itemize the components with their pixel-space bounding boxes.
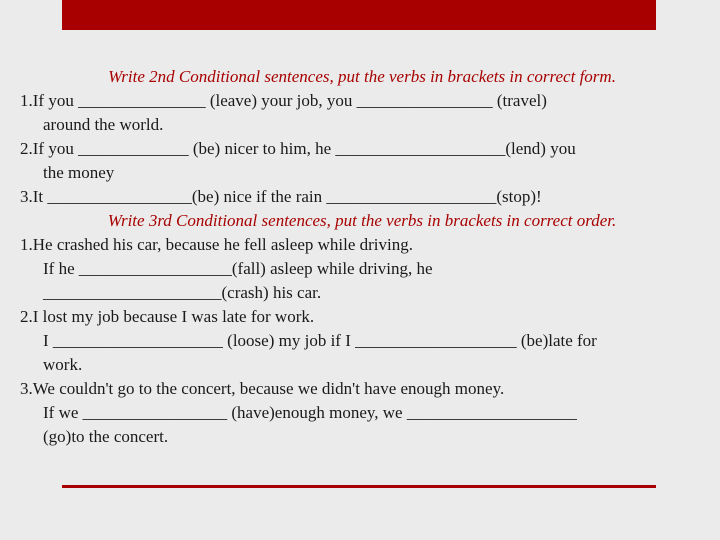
- exercise-line: If he __________________(fall) asleep while driving, he: [43, 259, 433, 278]
- exercise-line: 2.If you _____________ (be) nicer to him, he ____________________(lend) you: [20, 139, 576, 158]
- exercise-line: around the world.: [43, 115, 164, 134]
- exercise-line: 3.It _________________(be) nice if the rain ____________________(stop)!: [20, 187, 542, 206]
- worksheet-content: [20, 65, 710, 449]
- exercise-item-1: [20, 89, 710, 137]
- exercise-line: I ____________________ (loose) my job if I ___________________ (be)late for: [43, 331, 597, 350]
- exercise-item-6: [20, 377, 710, 449]
- exercise-line: the money: [43, 163, 115, 182]
- exercise-line: 2.I lost my job because I was late for work.: [20, 307, 315, 326]
- exercise-item-5: [20, 305, 710, 377]
- exercise-line: (go)to the concert.: [43, 427, 169, 446]
- exercise-line: 1.If you _______________ (leave) your job, you ________________ (travel): [20, 91, 547, 110]
- bottom-divider: [62, 485, 656, 488]
- exercise-line: If we _________________ (have)enough money, we ____________________: [43, 403, 577, 422]
- exercise-line: work.: [43, 355, 83, 374]
- exercise-line: 1.He crashed his car, because he fell asleep while driving.: [20, 235, 413, 254]
- exercise-line: _____________________(crash) his car.: [43, 283, 322, 302]
- section-heading-3rd-conditional: Write 3rd Conditional sentences, put the verbs in brackets in correct order.: [107, 211, 617, 230]
- exercise-item-2: [20, 137, 710, 185]
- exercise-item-4: [20, 233, 710, 305]
- exercise-line: 3.We couldn't go to the concert, because we didn't have enough money.: [20, 379, 505, 398]
- section-heading-2nd-conditional: Write 2nd Conditional sentences, put the verbs in brackets in correct form.: [108, 67, 616, 86]
- exercise-item-3: [20, 185, 710, 209]
- top-decorative-band: [62, 0, 656, 30]
